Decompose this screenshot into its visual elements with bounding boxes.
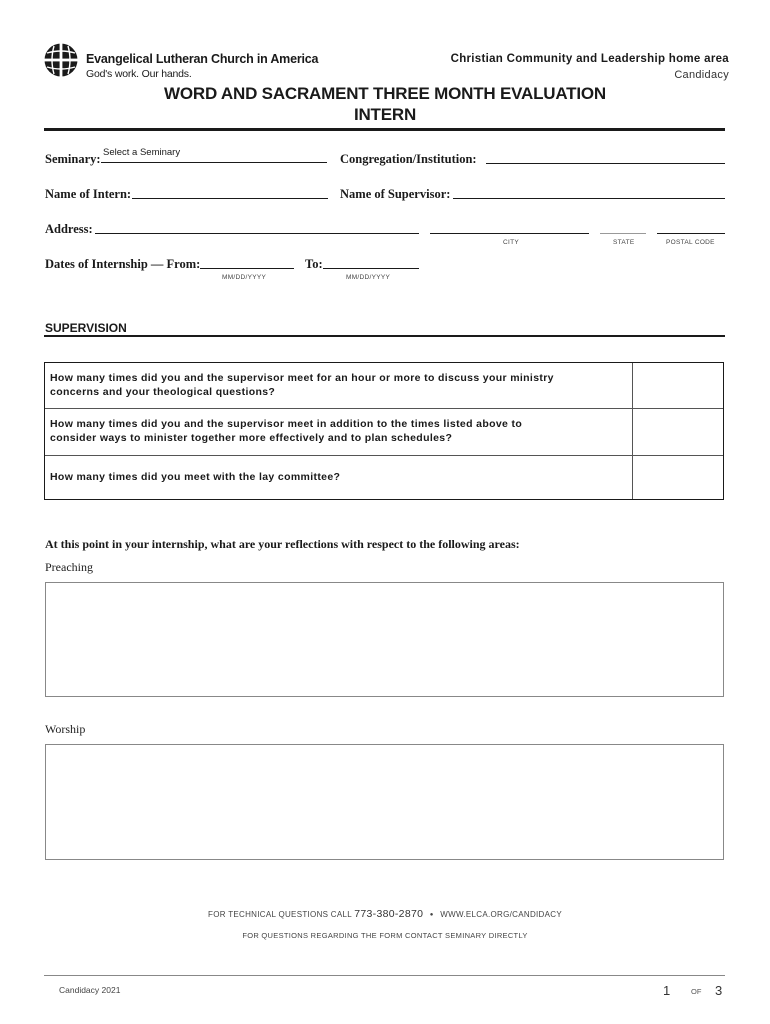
question-line: How many times did you and the supervisor meet for an hour or more to discuss your ministry xyxy=(50,372,554,384)
supervision-table xyxy=(44,362,724,500)
seminary-underline xyxy=(101,162,327,163)
question-line: How many times did you and the supervisor meet in addition to the times listed above to xyxy=(50,418,523,430)
congregation-label: Congregation/Institution: xyxy=(340,152,477,166)
bullet-icon: ● xyxy=(429,912,434,918)
city-hint: CITY xyxy=(503,239,520,246)
table-row xyxy=(45,456,723,499)
tech-phone: 773-380-2870 xyxy=(354,908,424,920)
home-area-label: Christian Community and Leadership home area xyxy=(450,53,729,65)
address-label: Address: xyxy=(45,222,93,236)
supervision-heading: SUPERVISION xyxy=(45,321,127,335)
date-from-field[interactable] xyxy=(200,268,294,269)
date-to-hint: MM/DD/YYYY xyxy=(346,274,391,281)
seminary-select-value: Select a Seminary xyxy=(103,147,181,158)
address-state-field[interactable] xyxy=(600,233,646,234)
supervisor-name-field[interactable] xyxy=(453,198,725,199)
reflections-prompt: At this point in your internship, what are your reflections with respect to the following areas: xyxy=(45,537,520,551)
form-title: WORD AND SACRAMENT THREE MONTH EVALUATION xyxy=(164,84,606,103)
seminary-label: Seminary: xyxy=(45,152,101,166)
title-divider xyxy=(44,128,725,131)
question-text xyxy=(50,371,630,399)
internship-dates-label: Dates of Internship — From: xyxy=(45,257,201,271)
candidacy-label: Candidacy xyxy=(674,69,729,81)
intern-name-label: Name of Intern: xyxy=(45,187,132,201)
page-current: 1 xyxy=(663,983,671,998)
supervisor-name-label: Name of Supervisor: xyxy=(340,187,451,201)
answer-field-meetings-hour[interactable] xyxy=(632,363,723,408)
page-of-label: OF xyxy=(691,987,702,996)
tech-questions-text: FOR TECHNICAL QUESTIONS CALL xyxy=(208,910,352,919)
answer-field-lay-committee[interactable] xyxy=(632,456,723,499)
table-row xyxy=(45,409,723,456)
seminary-select[interactable] xyxy=(101,146,327,163)
address-street-field[interactable] xyxy=(95,233,419,234)
worship-label: Worship xyxy=(45,722,86,736)
org-tagline: God's work. Our hands. xyxy=(86,68,192,80)
website-link[interactable]: WWW.ELCA.ORG/CANDIDACY xyxy=(440,910,562,919)
answer-field-meetings-additional[interactable] xyxy=(632,409,723,455)
date-to-field[interactable] xyxy=(323,268,419,269)
address-city-field[interactable] xyxy=(430,233,589,234)
date-from-hint: MM/DD/YYYY xyxy=(222,274,267,281)
intern-name-field[interactable] xyxy=(132,198,328,199)
footer-divider xyxy=(44,975,725,976)
table-row xyxy=(45,363,723,409)
question-text xyxy=(50,470,630,484)
date-to-label: To: xyxy=(305,257,323,271)
org-name: Evangelical Lutheran Church in America xyxy=(86,52,319,66)
address-postal-field[interactable] xyxy=(657,233,725,234)
page-total: 3 xyxy=(715,983,723,998)
question-text xyxy=(50,417,630,445)
form-subtitle: INTERN xyxy=(353,105,417,124)
preaching-label: Preaching xyxy=(45,560,93,574)
state-hint: STATE xyxy=(613,239,635,246)
seminary-contact-line: FOR QUESTIONS REGARDING THE FORM CONTACT SEMINARY DIRECTLY xyxy=(242,931,528,940)
postal-code-hint: POSTAL CODE xyxy=(666,239,715,246)
congregation-field[interactable] xyxy=(486,163,725,164)
document-code: Candidacy 2021 xyxy=(59,985,121,995)
technical-contact-line xyxy=(0,908,770,920)
question-line: consider ways to minister together more effectively and to plan schedules? xyxy=(50,432,453,444)
question-line: concerns and your theological questions? xyxy=(50,386,276,398)
elca-logo-icon xyxy=(44,43,78,77)
supervision-divider xyxy=(44,335,725,337)
question-line: How many times did you meet with the lay committee? xyxy=(50,471,341,483)
worship-textarea[interactable] xyxy=(45,744,724,860)
preaching-textarea[interactable] xyxy=(45,582,724,697)
